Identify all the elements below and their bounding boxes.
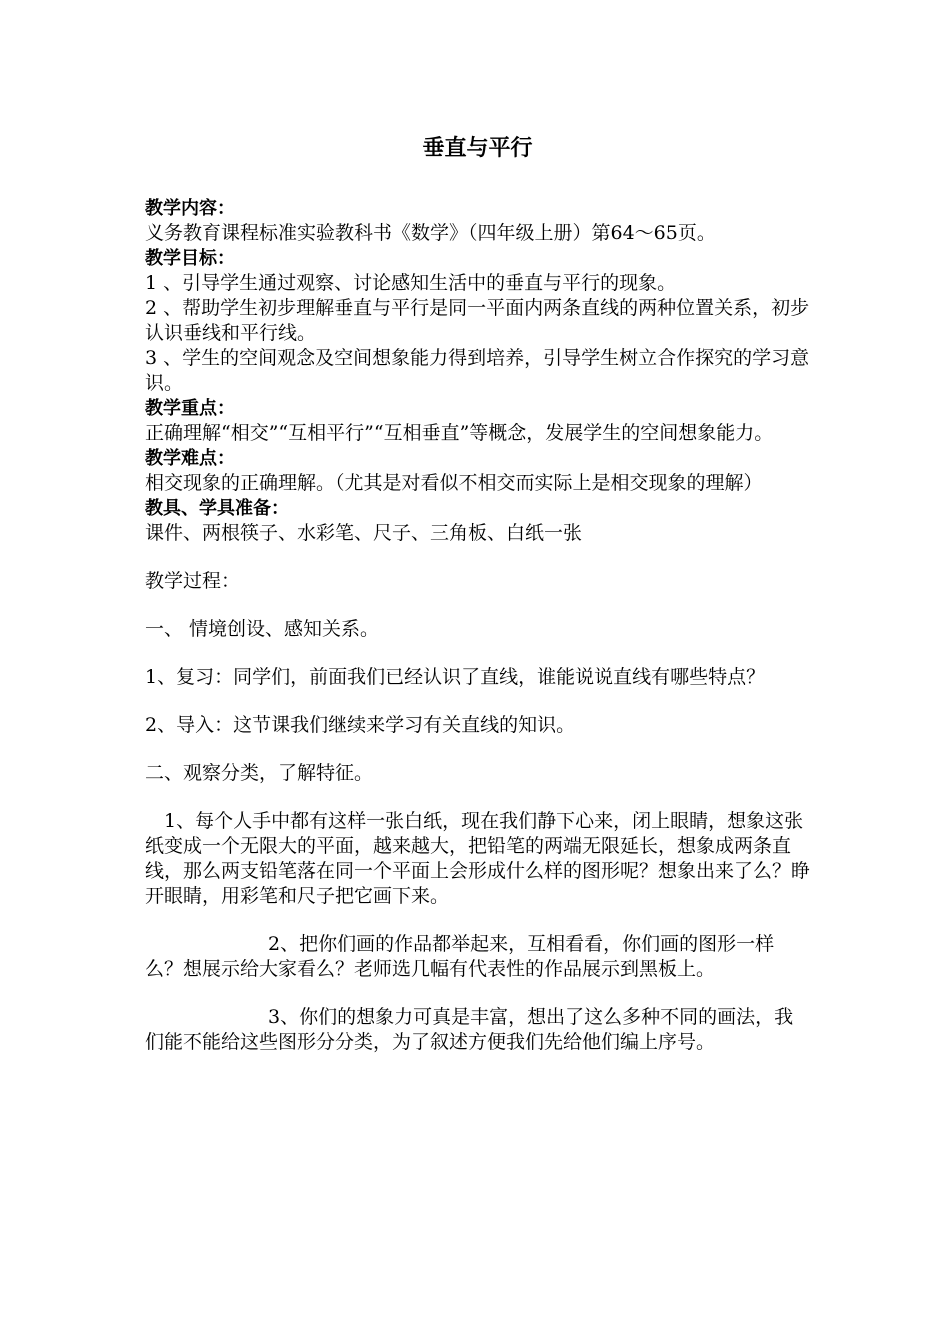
content-text: 义务教育课程标准实验教科书《数学》（四年级上册）第64～65页。: [145, 222, 716, 244]
section-heading-goals: 教学目标：: [145, 248, 235, 269]
process-part-2: 二、观察分类，了解特征。: [145, 762, 374, 784]
tools-text: 课件、两根筷子、水彩笔、尺子、三角板、白纸一张: [145, 522, 583, 544]
section-heading-key: 教学重点：: [145, 398, 235, 419]
document-body: [145, 196, 810, 1055]
process-heading: 教学过程：: [145, 570, 241, 592]
spacer: [145, 786, 810, 809]
goal-item-2: 2 、帮助学生初步理解垂直与平行是同一平面内两条直线的两种位置关系，初步认识垂线和平行线。: [145, 297, 810, 344]
process-step-1-1: 1、复习：同学们，前面我们已经认识了直线，谁能说说直线有哪些特点？: [145, 666, 766, 688]
process-part-1: 一、 情境创设、感知关系。: [145, 618, 380, 640]
section-heading-content: 教学内容：: [145, 198, 235, 219]
section-heading-difficulty: 教学难点：: [145, 448, 235, 469]
process-step-2-2: 2、把你们画的作品都举起来，互相看看，你们画的图形一样么？想展示给大家看么？老师选几幅有代表性的作品展示到黑板上。: [145, 933, 775, 980]
spacer: [145, 982, 810, 1005]
process-step-2-3: 3、你们的想象力可真是丰富，想出了这么多种不同的画法，我们能不能给这些图形分分类，为了叙述方便我们先给他们编上序号。: [145, 1006, 794, 1053]
spacer: [145, 738, 810, 761]
process-step-2-1: 1、每个人手中都有这样一张白纸，现在我们静下心来，闭上眼睛，想象这张纸变成一个无限大的平面，越来越大，把铅笔的两端无限延长，想象成两条直线，那么两支铅笔落在同一个平面上会形成什么样的图形呢？想象出来了么？睁开眼睛，用彩笔和尺子把它画下来。: [145, 810, 811, 907]
key-text: 正确理解“相交”“互相平行”“互相垂直”等概念，发展学生的空间想象能力。: [145, 422, 774, 444]
spacer: [145, 642, 810, 665]
spacer: [145, 594, 810, 617]
process-step-1-2: 2、导入：这节课我们继续来学习有关直线的知识。: [145, 714, 576, 736]
goal-item-3: 3 、学生的空间观念及空间想象能力得到培养，引导学生树立合作探究的学习意识。: [145, 347, 810, 394]
goal-item-1: 1 、引导学生通过观察、讨论感知生活中的垂直与平行的现象。: [145, 272, 677, 294]
section-heading-tools: 教具、学具准备：: [145, 498, 289, 519]
spacer: [145, 546, 810, 569]
document-title: 垂直与平行: [422, 136, 533, 161]
spacer: [145, 690, 810, 713]
spacer: [145, 909, 810, 932]
difficulty-text: 相交现象的正确理解。（尤其是对看似不相交而实际上是相交现象的理解）: [145, 472, 763, 494]
